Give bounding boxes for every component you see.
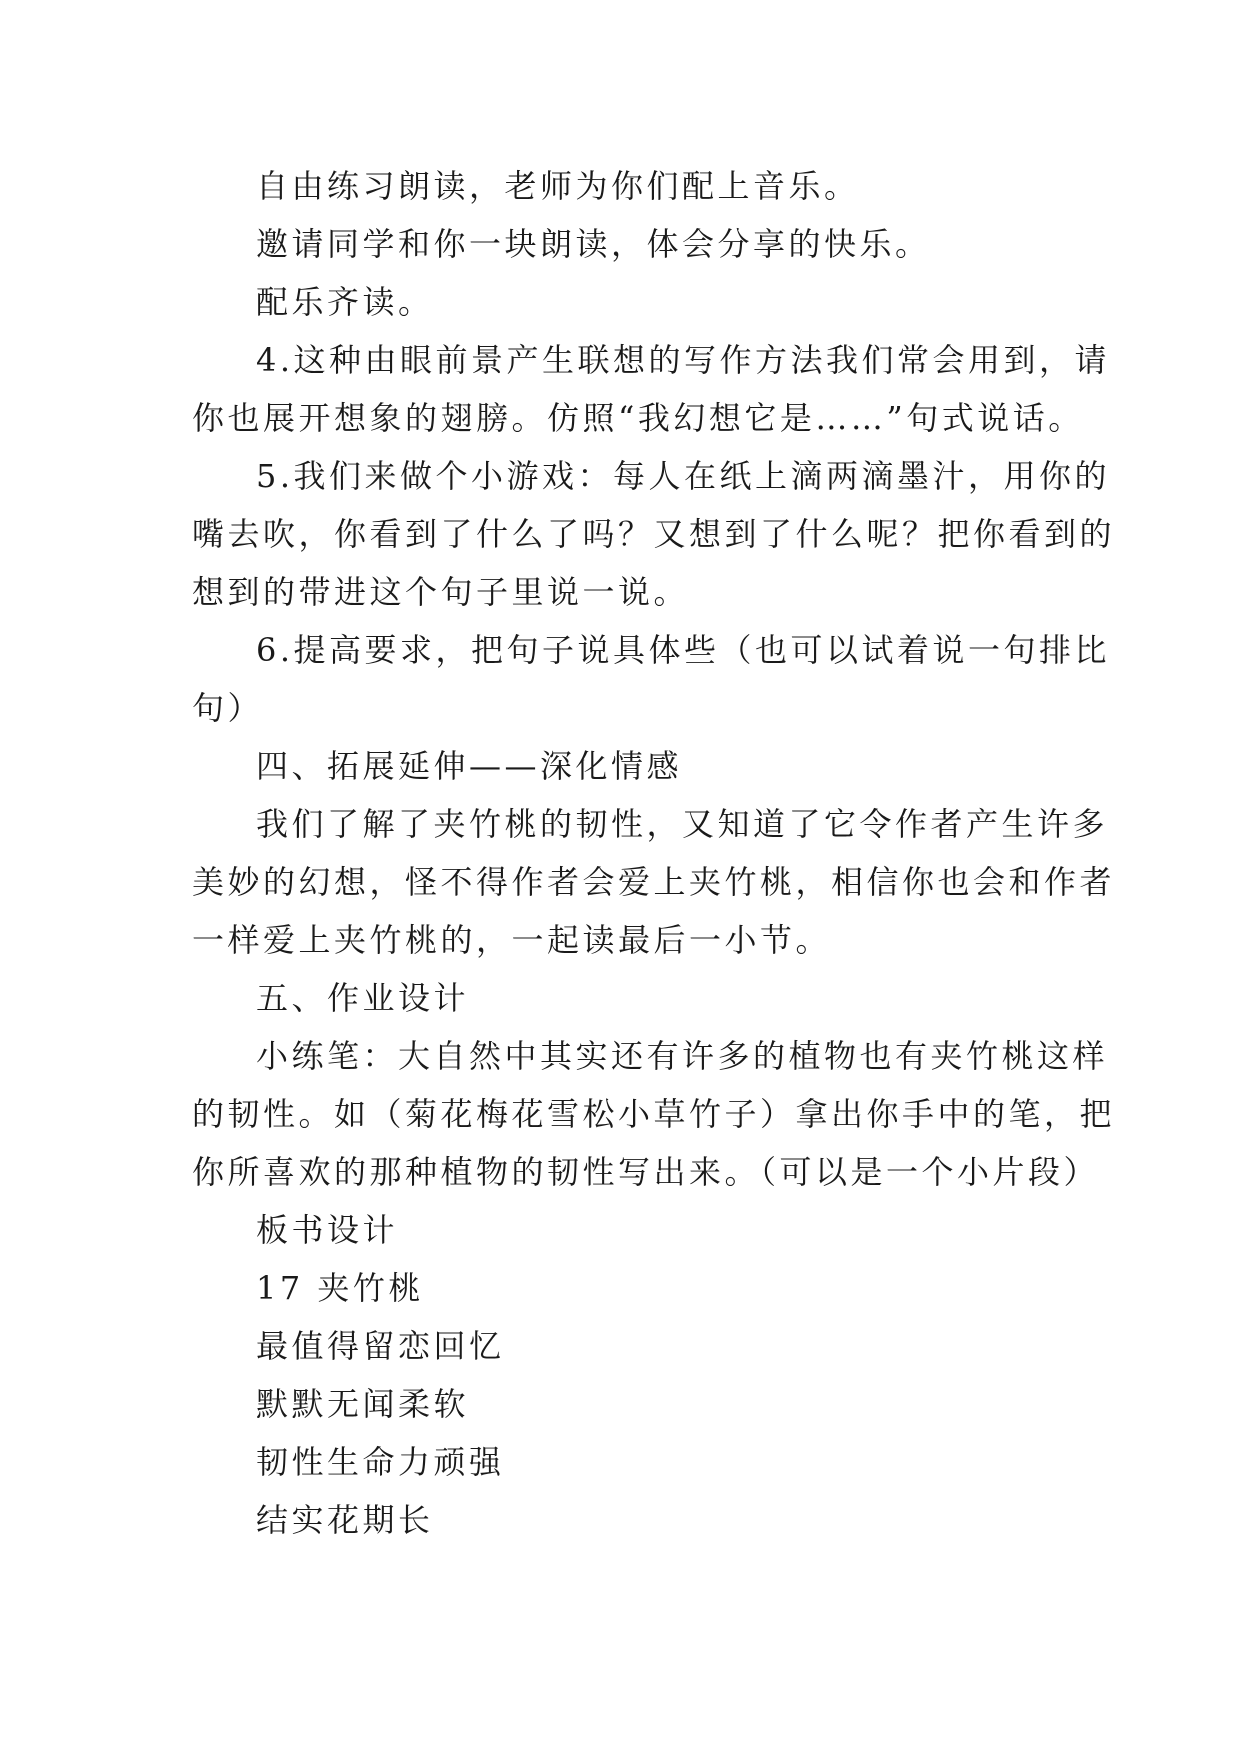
section-heading: 板书设计 <box>256 1211 399 1249</box>
paragraph-line: 4.这种由眼前景产生联想的写作方法我们常会用到，请 <box>256 341 1111 379</box>
paragraph-line: 邀请同学和你一块朗读，体会分享的快乐。 <box>256 225 931 263</box>
board-line: 结实花期长 <box>256 1501 434 1539</box>
board-line: 韧性生命力顽强 <box>256 1443 505 1481</box>
paragraph-line: 配乐齐读。 <box>256 283 434 321</box>
paragraph-line: 你所喜欢的那种植物的韧性写出来。（可以是一个小片段） <box>192 1153 1100 1191</box>
paragraph-line: 想到的带进这个句子里说一说。 <box>192 573 690 611</box>
paragraph-line: 句） <box>192 689 264 727</box>
board-line: 默默无闻柔软 <box>256 1385 470 1423</box>
paragraph-line: 的韧性。如（菊花梅花雪松小草竹子）拿出你手中的笔，把 <box>192 1095 1116 1133</box>
paragraph-line: 一样爱上夹竹桃的，一起读最后一小节。 <box>192 921 832 959</box>
section-heading: 四、拓展延伸——深化情感 <box>256 747 683 785</box>
paragraph-line: 你也展开想象的翅膀。仿照“我幻想它是……”句式说话。 <box>192 399 1084 437</box>
paragraph-line: 5.我们来做个小游戏：每人在纸上滴两滴墨汁，用你的 <box>256 457 1111 495</box>
paragraph-line: 小练笔：大自然中其实还有许多的植物也有夹竹桃这样 <box>256 1037 1109 1075</box>
paragraph-line: 嘴去吹，你看到了什么了吗？又想到了什么呢？把你看到的 <box>192 515 1116 553</box>
paragraph-line: 我们了解了夹竹桃的韧性，又知道了它令作者产生许多 <box>256 805 1109 843</box>
board-line: 最值得留恋回忆 <box>256 1327 505 1365</box>
paragraph-line: 6.提高要求，把句子说具体些（也可以试着说一句排比 <box>256 631 1111 669</box>
paragraph-line: 美妙的幻想，怪不得作者会爱上夹竹桃，相信你也会和作者 <box>192 863 1116 901</box>
paragraph-line: 自由练习朗读，老师为你们配上音乐。 <box>256 167 860 205</box>
board-line: 17 夹竹桃 <box>256 1269 424 1307</box>
section-heading: 五、作业设计 <box>256 979 470 1017</box>
